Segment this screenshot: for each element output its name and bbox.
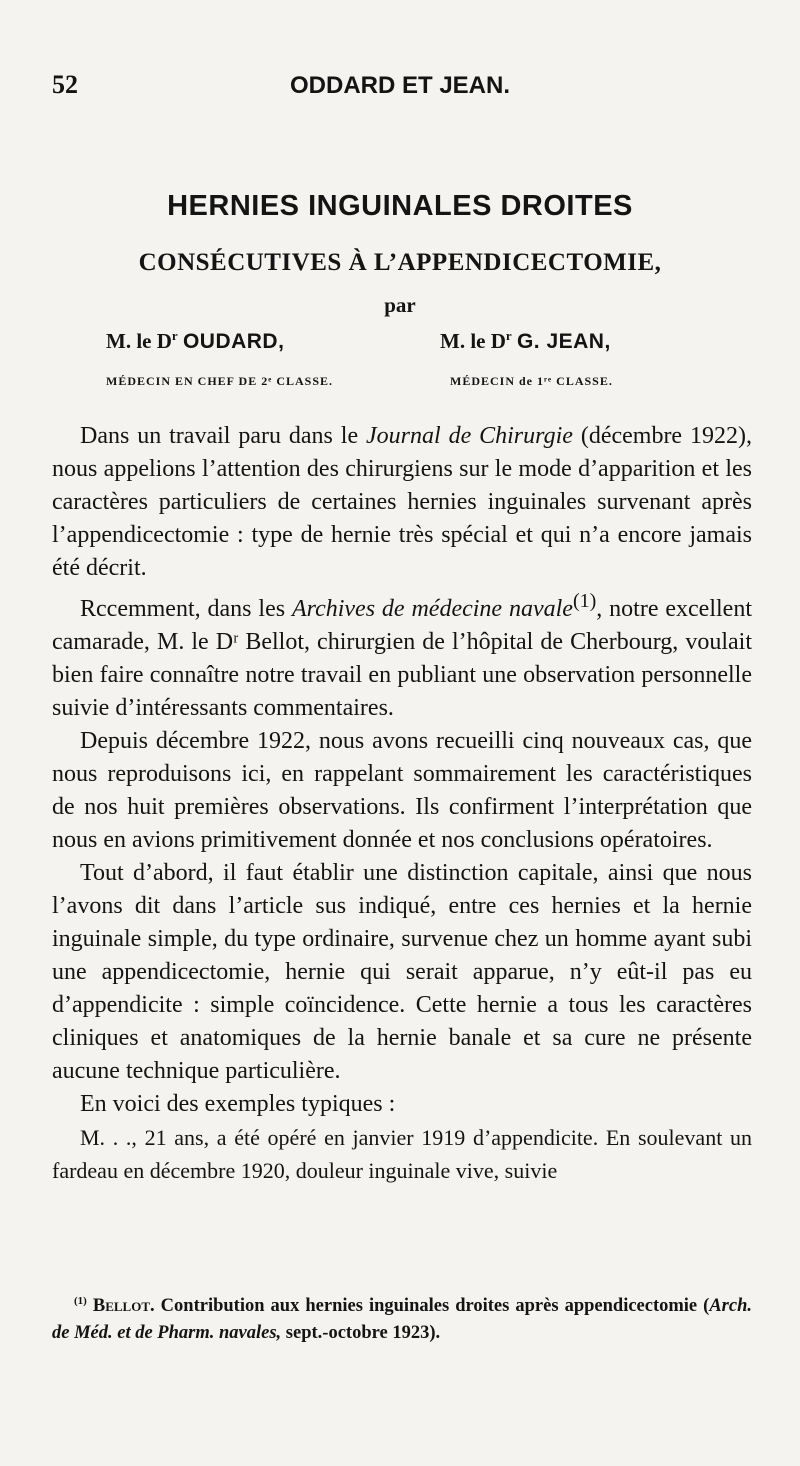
author-rank-oudard: MÉDECIN EN CHEF DE 2ᵉ CLASSE. xyxy=(106,374,334,388)
footnote-marker: (1) xyxy=(74,1295,87,1307)
page-header xyxy=(0,70,800,110)
byline-par: par xyxy=(384,293,416,317)
footnote xyxy=(52,1288,752,1347)
footnote-ref: (1) xyxy=(572,590,597,612)
author-name: G. JEAN, xyxy=(516,330,611,353)
author-rank-jean: MÉDECIN de 1ʳᵉ CLASSE. xyxy=(450,374,613,388)
author-prefix-sup: r xyxy=(505,328,512,343)
footnote-journal: Arch. de Méd. et de Pharm. navales, xyxy=(52,1296,753,1344)
author-prefix-sup: r xyxy=(171,328,178,343)
paragraph-2 xyxy=(52,585,752,725)
journal-title: Archives de médecine navale xyxy=(291,596,573,622)
article-body xyxy=(52,420,752,1187)
author-prefix: M. le D xyxy=(106,329,172,353)
article-title-block xyxy=(0,190,800,318)
text-run: Dans un travail paru dans le xyxy=(80,423,367,449)
text-run: Rccemment, dans les xyxy=(80,596,292,622)
author-name: OUDARD, xyxy=(182,330,285,353)
paragraph-3: Depuis décembre 1922, nous avons recueilli cinq nouveaux cas, que nous reproduisons ici, en rappelant sommairement les caractéristiques de nos huit premières observations. Ils confirment l’interprétation que nous en avions primitivement donnée et nos conclusions opératoires. xyxy=(52,728,752,853)
footnote-author: Bellot xyxy=(92,1296,151,1317)
text-run: sept.-octobre 1923). xyxy=(281,1323,441,1344)
author-prefix: M. le D xyxy=(440,329,506,353)
running-head: ODDARD ET JEAN. xyxy=(289,72,511,99)
author-oudard xyxy=(106,328,284,354)
authors-block xyxy=(0,328,800,398)
paragraph-5: En voici des exemples typiques : xyxy=(80,1091,396,1117)
paragraph-1 xyxy=(52,420,752,585)
text-run: , notre excellent camarade, M. le Dʳ Bellot, chirurgien de l’hôpital de Cherbourg, voulait bien faire connaître notre travail en publiant une observation personnelle suivie d’intéressants commentaires. xyxy=(52,596,752,721)
article-subtitle: CONSÉCUTIVES À L’APPENDICECTOMIE, xyxy=(138,249,662,276)
author-jean xyxy=(440,328,611,354)
page-number: 52 xyxy=(52,70,78,99)
journal-title: Journal de Chirurgie xyxy=(366,423,573,449)
text-run: . Contribution aux hernies inguinales droites après appendicectomie ( xyxy=(150,1296,710,1317)
paragraph-4: Tout d’abord, il faut établir une distinction capitale, ainsi que nous l’avons dit dans l’article sus indiqué, entre ces hernies et la hernie inguinale simple, du type ordinaire, survenue chez un homme ayant subi une appendicectomie, hernie qui serait apparue, n’y eût-il pas eu d’appendicite : simple coïncidence. Cette hernie a tous les caractères cliniques et anatomiques de la hernie banale et sa cure ne présente aucune technique particulière. xyxy=(52,860,752,1084)
text-run: (décembre 1922), nous appelions l’attention des chirurgiens sur le mode d’apparition et les caractères particuliers de certaines hernies inguinales survenant après l’appendicectomie : type de hernie très spécial et qui n’a encore jamais été décrit. xyxy=(52,423,752,581)
article-title: HERNIES INGUINALES DROITES xyxy=(167,190,633,222)
paragraph-6: M. . ., 21 ans, a été opéré en janvier 1919 d’appendicite. En soulevant un fardeau en décembre 1920, douleur inguinale vive, suivie xyxy=(52,1125,752,1183)
